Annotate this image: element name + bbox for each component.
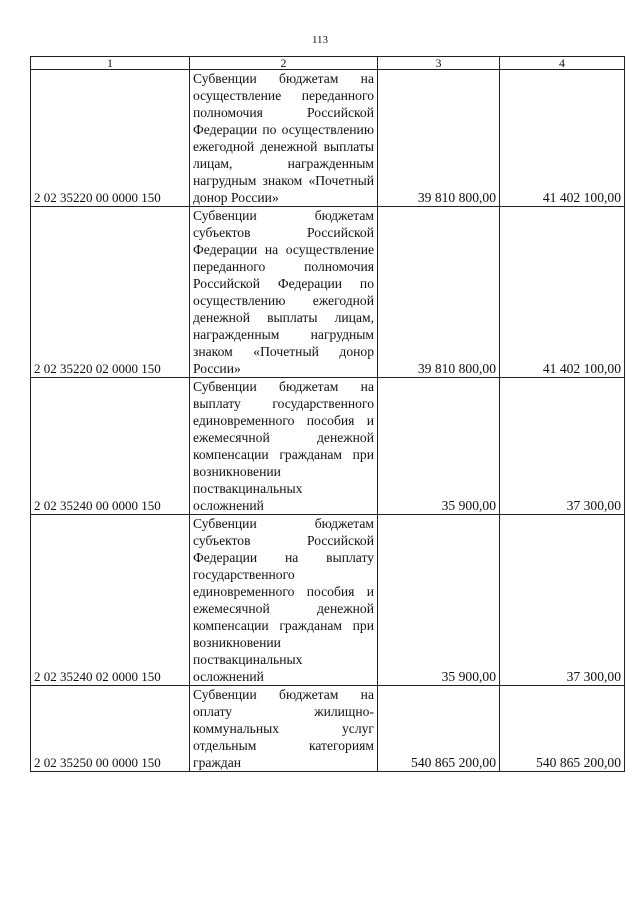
page-number: 113 xyxy=(311,34,329,46)
table-row xyxy=(31,686,625,772)
amount-col4: 41 402 100,00 xyxy=(500,70,625,207)
amount-col4: 540 865 200,00 xyxy=(500,686,625,772)
table-row xyxy=(31,515,625,686)
amount-col3: 39 810 800,00 xyxy=(378,207,500,378)
table-row xyxy=(31,207,625,378)
column-header-3: 3 xyxy=(378,57,500,70)
budget-code: 2 02 35250 00 0000 150 xyxy=(31,686,190,772)
column-header-1: 1 xyxy=(31,57,190,70)
table-row xyxy=(31,70,625,207)
column-header-4: 4 xyxy=(500,57,625,70)
amount-col4: 37 300,00 xyxy=(500,378,625,515)
item-name: Субвенции бюджетам на осуществление переданного полномочия Российской Федерации по осуществлению ежегодной денежной выплаты лицам, награжденным нагрудным знаком «Почетный донор России» xyxy=(190,70,378,207)
column-header-2: 2 xyxy=(190,57,378,70)
amount-col3: 35 900,00 xyxy=(378,515,500,686)
item-name: Субвенции бюджетам на оплату жилищно-коммунальных услуг отдельным категориям граждан xyxy=(190,686,378,772)
amount-col3: 540 865 200,00 xyxy=(378,686,500,772)
budget-code: 2 02 35240 00 0000 150 xyxy=(31,378,190,515)
budget-code: 2 02 35240 02 0000 150 xyxy=(31,515,190,686)
budget-code: 2 02 35220 02 0000 150 xyxy=(31,207,190,378)
table-row xyxy=(31,378,625,515)
amount-col3: 35 900,00 xyxy=(378,378,500,515)
amount-col4: 37 300,00 xyxy=(500,515,625,686)
item-name: Субвенции бюджетам на выплату государственного единовременного пособия и ежемесячной денежной компенсации гражданам при возникновении поствакцинальных осложнений xyxy=(190,378,378,515)
budget-table xyxy=(30,56,625,772)
amount-col3: 39 810 800,00 xyxy=(378,70,500,207)
item-name: Субвенции бюджетам субъектов Российской Федерации на выплату государственного единовременного пособия и ежемесячной денежной компенсации гражданам при возникновении поствакцинальных осложнений xyxy=(190,515,378,686)
item-name: Субвенции бюджетам субъектов Российской Федерации на осуществление переданного полномочия Российской Федерации по осуществлению ежегодной денежной выплаты лицам, награжденным нагрудным знаком «Почетный донор России» xyxy=(190,207,378,378)
table-header-row xyxy=(31,57,625,70)
amount-col4: 41 402 100,00 xyxy=(500,207,625,378)
budget-code: 2 02 35220 00 0000 150 xyxy=(31,70,190,207)
